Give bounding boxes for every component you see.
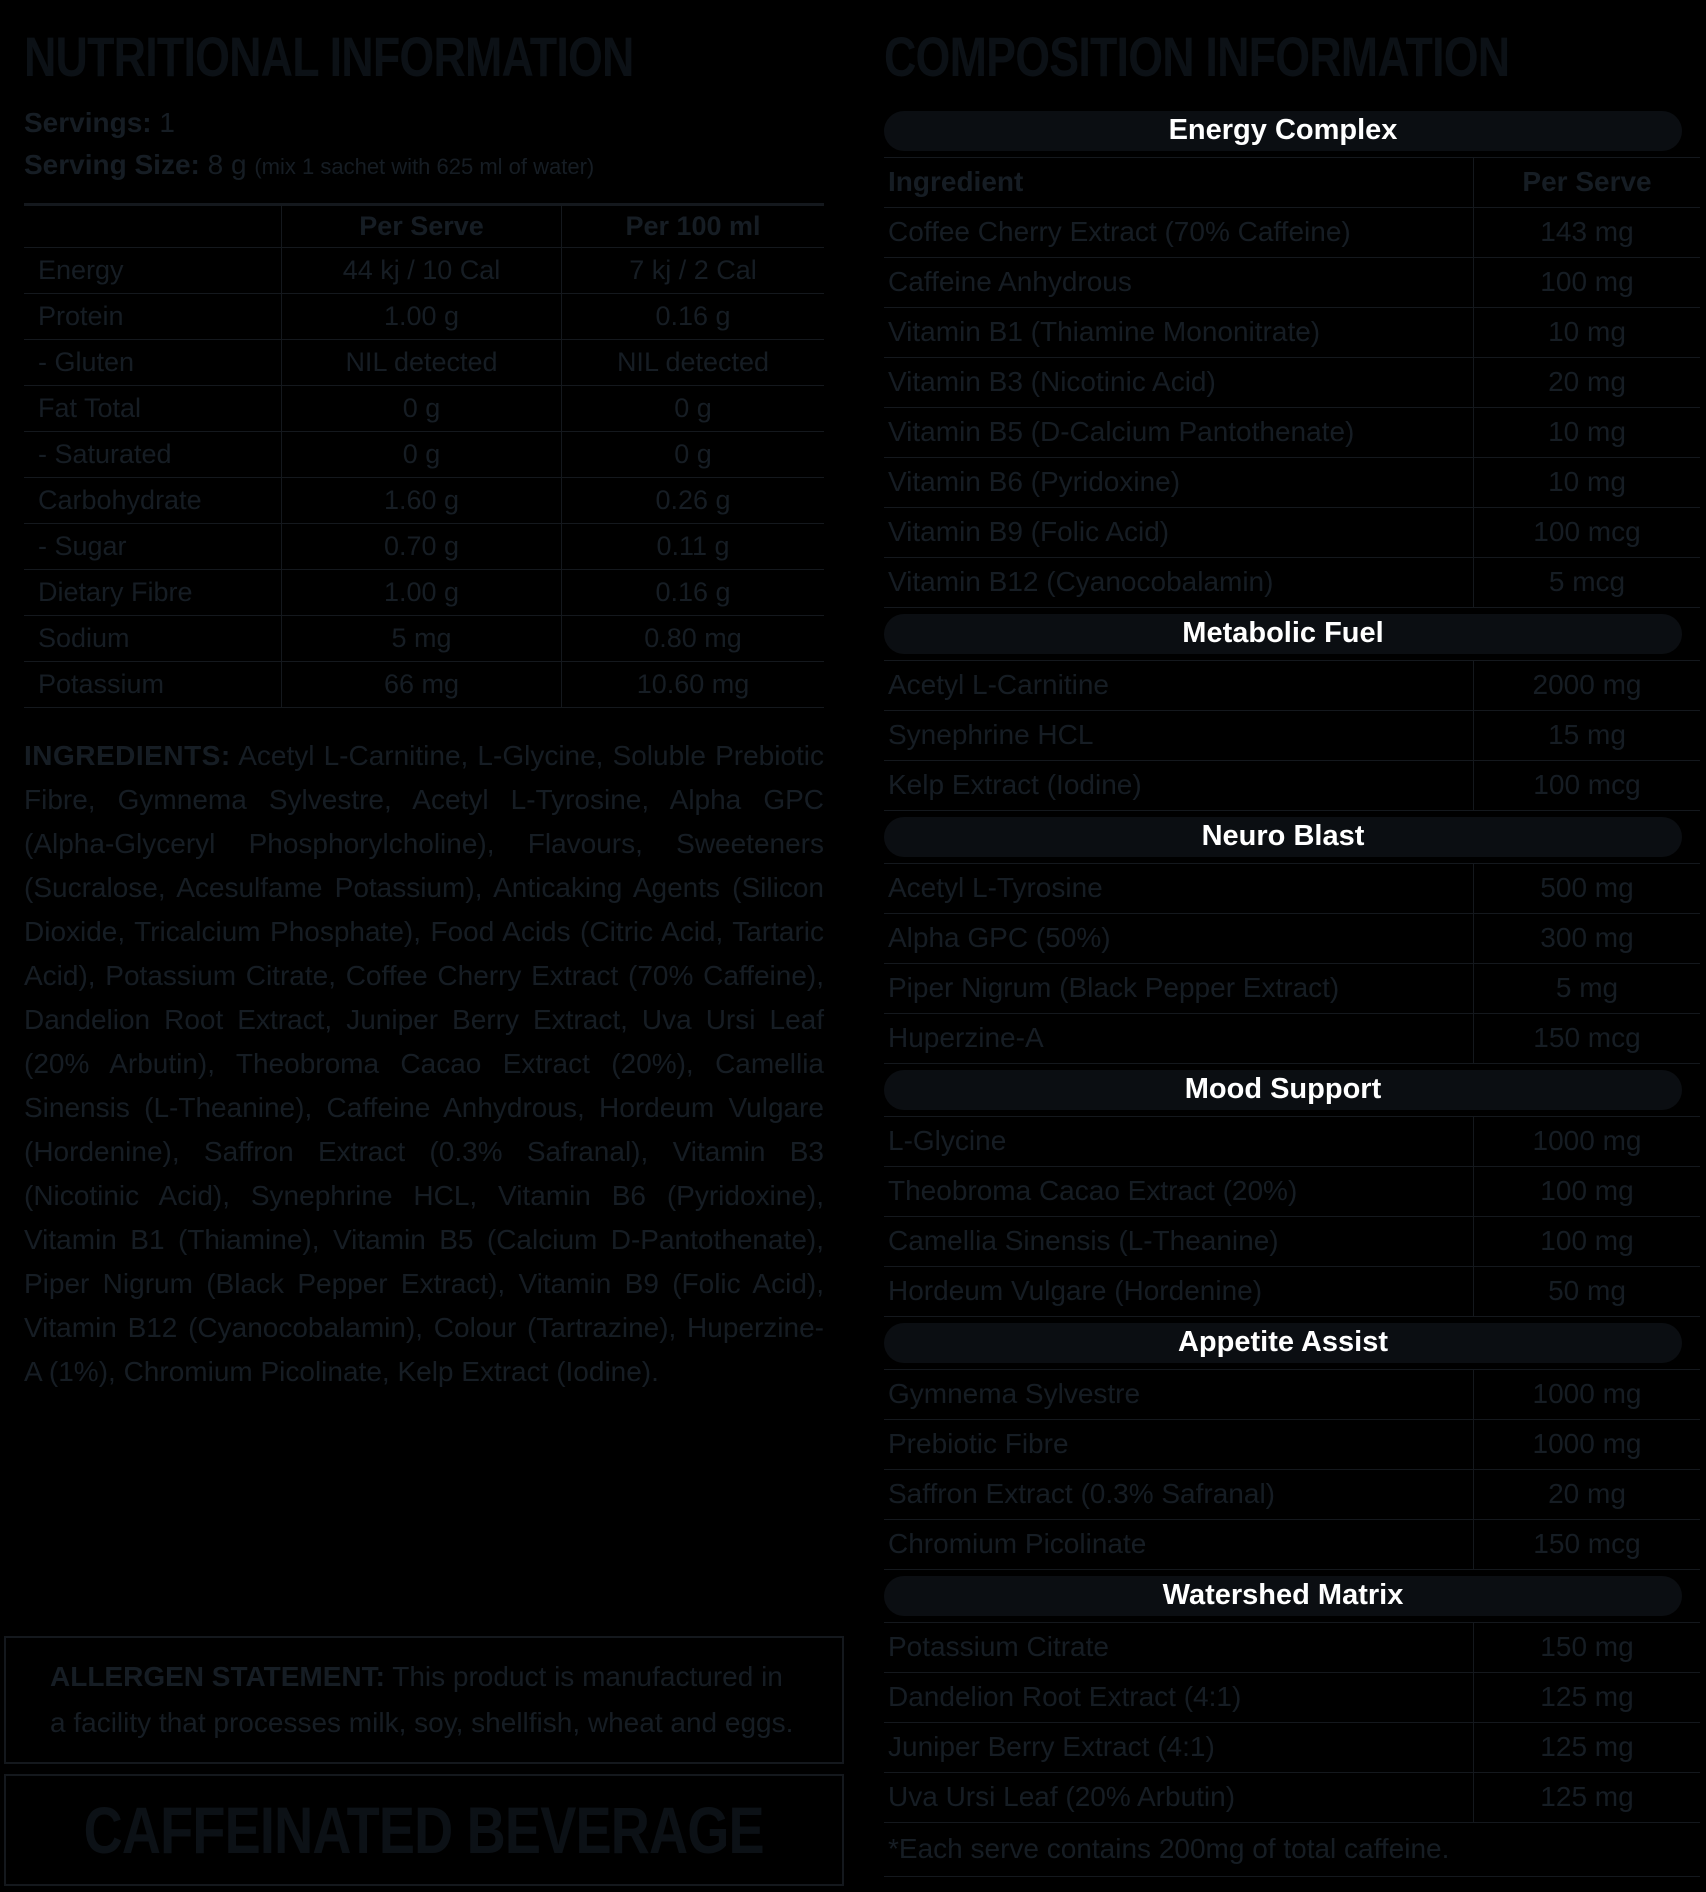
per-serve-value: 10 mg <box>1473 458 1700 507</box>
ingredients-paragraph <box>24 734 824 1394</box>
composition-row <box>884 1673 1700 1723</box>
ingredient-name: Acetyl L-Carnitine <box>888 669 1109 701</box>
nutrition-row <box>24 248 824 294</box>
per-serve-value: 100 mg <box>1473 1217 1700 1266</box>
ingredient-name: Uva Ursi Leaf (20% Arbutin) <box>888 1781 1236 1813</box>
allergen-label: ALLERGEN STATEMENT: <box>50 1661 385 1692</box>
composition-sections <box>884 105 1700 1823</box>
section-pill <box>884 1576 1682 1616</box>
section-rows <box>884 660 1700 811</box>
section-pill <box>884 614 1682 654</box>
composition-row <box>884 1470 1700 1520</box>
ingredient-name: Juniper Berry Extract (4:1) <box>888 1731 1215 1763</box>
composition-row <box>884 408 1700 458</box>
composition-row <box>884 308 1700 358</box>
nutrition-row <box>24 616 824 662</box>
nutrient-name: - Sugar <box>38 530 127 561</box>
ingredient-name: Piper Nigrum (Black Pepper Extract) <box>888 972 1340 1004</box>
composition-row <box>884 358 1700 408</box>
caffeinated-beverage-text: CAFFEINATED BEVERAGE <box>83 1793 765 1867</box>
composition-row <box>884 1723 1700 1773</box>
ingredient-name: Theobroma Cacao Extract (20%) <box>888 1175 1298 1207</box>
section-pill-label: Appetite Assist <box>1177 1326 1389 1359</box>
section-pill-label: Energy Complex <box>1168 114 1398 147</box>
per-100ml-value: 0 g <box>561 432 824 477</box>
nutrition-row <box>24 662 824 708</box>
nutrition-row <box>24 524 824 570</box>
ingredient-name: Dandelion Root Extract (4:1) <box>888 1681 1242 1713</box>
per-serve-value: 20 mg <box>1473 1470 1700 1519</box>
ingredient-name: Prebiotic Fibre <box>888 1428 1069 1460</box>
per-serve-value: 2000 mg <box>1473 661 1700 710</box>
section-rows <box>884 157 1700 608</box>
per-serve-value: 10 mg <box>1473 308 1700 357</box>
ingredient-name: Caffeine Anhydrous <box>888 266 1132 298</box>
allergen-text: This product is manufactured in a facility that processes milk, soy, shellfish, wheat and eggs. <box>50 1661 794 1738</box>
ingredient-name: Alpha GPC (50%) <box>888 922 1111 954</box>
ingredient-name: L-Glycine <box>888 1125 1007 1157</box>
ingredient-name: Kelp Extract (Iodine) <box>888 769 1142 801</box>
per-serve-value: 125 mg <box>1473 1773 1700 1822</box>
per-serve-column-header: Per Serve <box>281 206 561 247</box>
composition-row <box>884 1117 1700 1167</box>
composition-row <box>884 1014 1700 1064</box>
caffeine-footnote: *Each serve contains 200mg of total caffeine. <box>884 1823 1700 1877</box>
composition-row <box>884 661 1700 711</box>
composition-row <box>884 508 1700 558</box>
section-pill <box>884 111 1682 151</box>
ingredients-label: INGREDIENTS: <box>24 739 231 771</box>
composition-row <box>884 1217 1700 1267</box>
per-serve-value: 125 mg <box>1473 1673 1700 1722</box>
servings-label: Servings: <box>24 106 152 138</box>
per-serve-value: 150 mcg <box>1473 1520 1700 1569</box>
section-pill-label: Mood Support <box>1184 1073 1382 1106</box>
per-serve-value: 1000 mg <box>1473 1370 1700 1419</box>
ingredient-name: Chromium Picolinate <box>888 1528 1147 1560</box>
nutrient-name: Potassium <box>38 668 165 699</box>
per-serve-value: 66 mg <box>281 662 561 707</box>
nutrition-row <box>24 432 824 478</box>
ingredient-name: Huperzine-A <box>888 1022 1044 1054</box>
per-serve-value: 10 mg <box>1473 408 1700 457</box>
ingredient-name: Vitamin B9 (Folic Acid) <box>888 516 1170 548</box>
ingredient-name: Acetyl L-Tyrosine <box>888 872 1103 904</box>
per-serve-value: 1.60 g <box>281 478 561 523</box>
nutrient-name: Sodium <box>38 622 130 653</box>
ingredient-name: Coffee Cherry Extract (70% Caffeine) <box>888 216 1351 248</box>
serving-size-value: 8 g <box>207 148 247 180</box>
section-rows <box>884 1116 1700 1317</box>
ingredient-name: Vitamin B1 (Thiamine Mononitrate) <box>888 316 1321 348</box>
per-serve-value: 100 mg <box>1473 1167 1700 1216</box>
nutrient-name: Fat Total <box>38 392 142 423</box>
nutrition-header-row <box>24 206 824 248</box>
nutrient-name: Protein <box>38 300 124 331</box>
section-pill <box>884 1070 1682 1110</box>
composition-panel <box>884 0 1700 1892</box>
per-serve-value: 150 mg <box>1473 1623 1700 1672</box>
section-pill-label: Metabolic Fuel <box>1182 617 1384 650</box>
ingredient-name: Saffron Extract (0.3% Safranal) <box>888 1478 1275 1510</box>
section-rows <box>884 1622 1700 1823</box>
per-serve-value: 0 g <box>281 386 561 431</box>
ingredient-name: Gymnema Sylvestre <box>888 1378 1141 1410</box>
nutrient-name: Carbohydrate <box>38 484 202 515</box>
per-serve-value: NIL detected <box>281 340 561 385</box>
composition-row <box>884 558 1700 608</box>
per-serve-value: 500 mg <box>1473 864 1700 913</box>
serving-size-line <box>24 149 824 181</box>
per-serve-value: 5 mg <box>1473 964 1700 1013</box>
per-serve-value: 0.70 g <box>281 524 561 569</box>
section-pill <box>884 1323 1682 1363</box>
per-100ml-value: 0.11 g <box>561 524 824 569</box>
per-serve-value: 300 mg <box>1473 914 1700 963</box>
composition-row <box>884 914 1700 964</box>
ingredients-text: Acetyl L-Carnitine, L-Glycine, Soluble Prebiotic Fibre, Gymnema Sylvestre, Acetyl L-Tyrosine, Alpha GPC (Alpha-Glyceryl Phosphorylcholine), Flavours, Sweeteners (Sucralose, Acesulfame Potassium), Anticaking Agents (Silicon Dioxide, Tricalcium Phosphate), Food Acids (Citric Acid, Tartaric Acid), Potassium Citrate, Coffee Cherry Extract (70% Caffeine), Dandelion Root Extract, Juniper Berry Extract, Uva Ursi Leaf (20% Arbutin), Theobroma Cacao Extract (20%), Camellia Sinensis (L-Theanine), Caffeine Anhydrous, Hordeum Vulgare (Hordenine), Saffron Extract (0.3% Safranal), Vitamin B3 (Nicotinic Acid), Synephrine HCL, Vitamin B6 (Pyridoxine), Vitamin B1 (Thiamine), Vitamin B5 (Calcium D-Pantothenate), Piper Nigrum (Black Pepper Extract), Vitamin B9 (Folic Acid), Vitamin B12 (Cyanocobalamin), Colour (Tartrazine), Huperzine-A (1%), Chromium Picolinate, Kelp Extract (Iodine). <box>24 739 825 1387</box>
composition-header-row <box>884 158 1700 208</box>
per-serve-value: 1.00 g <box>281 570 561 615</box>
ingredient-name: Camellia Sinensis (L-Theanine) <box>888 1225 1279 1257</box>
per-100ml-value: 0.16 g <box>561 294 824 339</box>
per-serve-value: 15 mg <box>1473 711 1700 760</box>
ingredient-name: Synephrine HCL <box>888 719 1094 751</box>
serving-size-note: (mix 1 sachet with 625 ml of water) <box>254 153 595 179</box>
per-serve-value: 1000 mg <box>1473 1420 1700 1469</box>
composition-title: COMPOSITION INFORMATION <box>884 25 1510 88</box>
per-serve-value: 20 mg <box>1473 358 1700 407</box>
servings-value: 1 <box>159 106 175 138</box>
composition-row <box>884 1420 1700 1470</box>
nutrient-name: - Gluten <box>38 346 135 377</box>
section-rows <box>884 1369 1700 1570</box>
caffeinated-beverage-banner <box>4 1774 844 1886</box>
nutrition-row <box>24 340 824 386</box>
per-serve-value: 125 mg <box>1473 1723 1700 1772</box>
per-100ml-value: 0.80 mg <box>561 616 824 661</box>
per-serve-value: 5 mcg <box>1473 558 1700 607</box>
per-100ml-value: 7 kj / 2 Cal <box>561 248 824 293</box>
composition-row <box>884 458 1700 508</box>
per-serve-value: 44 kj / 10 Cal <box>281 248 561 293</box>
composition-row <box>884 711 1700 761</box>
composition-row <box>884 1167 1700 1217</box>
section-pill-label: Neuro Blast <box>1201 820 1365 853</box>
per-100ml-column-header: Per 100 ml <box>561 206 824 247</box>
per-100ml-value: 10.60 mg <box>561 662 824 707</box>
per-100ml-value: NIL detected <box>561 340 824 385</box>
per-serve-value: 100 mg <box>1473 258 1700 307</box>
allergen-statement-box <box>4 1636 844 1764</box>
per-serve-value: 1.00 g <box>281 294 561 339</box>
composition-row <box>884 1267 1700 1317</box>
composition-row <box>884 258 1700 308</box>
nutrient-name: Energy <box>38 254 124 285</box>
nutrition-row <box>24 478 824 524</box>
per-serve-value: 0 g <box>281 432 561 477</box>
per-serve-value: 1000 mg <box>1473 1117 1700 1166</box>
composition-row <box>884 1370 1700 1420</box>
nutrition-table <box>24 203 824 708</box>
per-serve-value: 5 mg <box>281 616 561 661</box>
ingredient-name: Hordeum Vulgare (Hordenine) <box>888 1275 1263 1307</box>
per-serve-value: 50 mg <box>1473 1267 1700 1316</box>
ingredient-column-header: Ingredient <box>888 166 1024 198</box>
per-serve-value: 100 mcg <box>1473 761 1700 810</box>
nutrition-panel <box>24 0 824 1892</box>
ingredient-name: Potassium Citrate <box>888 1631 1109 1663</box>
composition-row <box>884 1623 1700 1673</box>
section-pill <box>884 817 1682 857</box>
composition-row <box>884 761 1700 811</box>
per-serve-value: 100 mcg <box>1473 508 1700 557</box>
ingredient-name: Vitamin B5 (D-Calcium Pantothenate) <box>888 416 1355 448</box>
ingredient-name: Vitamin B12 (Cyanocobalamin) <box>888 566 1274 598</box>
composition-row <box>884 1520 1700 1570</box>
nutrient-name: Dietary Fibre <box>38 576 193 607</box>
nutrition-title: NUTRITIONAL INFORMATION <box>24 25 634 88</box>
per-100ml-value: 0.16 g <box>561 570 824 615</box>
serving-size-label: Serving Size: <box>24 148 200 180</box>
composition-row <box>884 864 1700 914</box>
ingredient-name: Vitamin B3 (Nicotinic Acid) <box>888 366 1216 398</box>
nutrition-row <box>24 294 824 340</box>
ingredient-name: Vitamin B6 (Pyridoxine) <box>888 466 1181 498</box>
nutrient-name: - Saturated <box>38 438 172 469</box>
composition-row <box>884 964 1700 1014</box>
composition-row <box>884 208 1700 258</box>
nutrition-row <box>24 570 824 616</box>
nutrition-row <box>24 386 824 432</box>
servings-line <box>24 107 824 139</box>
composition-row <box>884 1773 1700 1823</box>
section-pill-label: Watershed Matrix <box>1162 1579 1404 1612</box>
per-100ml-value: 0 g <box>561 386 824 431</box>
per-100ml-value: 0.26 g <box>561 478 824 523</box>
per-serve-value: 143 mg <box>1473 208 1700 257</box>
section-rows <box>884 863 1700 1064</box>
per-serve-column-header: Per Serve <box>1473 158 1700 207</box>
per-serve-value: 150 mcg <box>1473 1014 1700 1063</box>
